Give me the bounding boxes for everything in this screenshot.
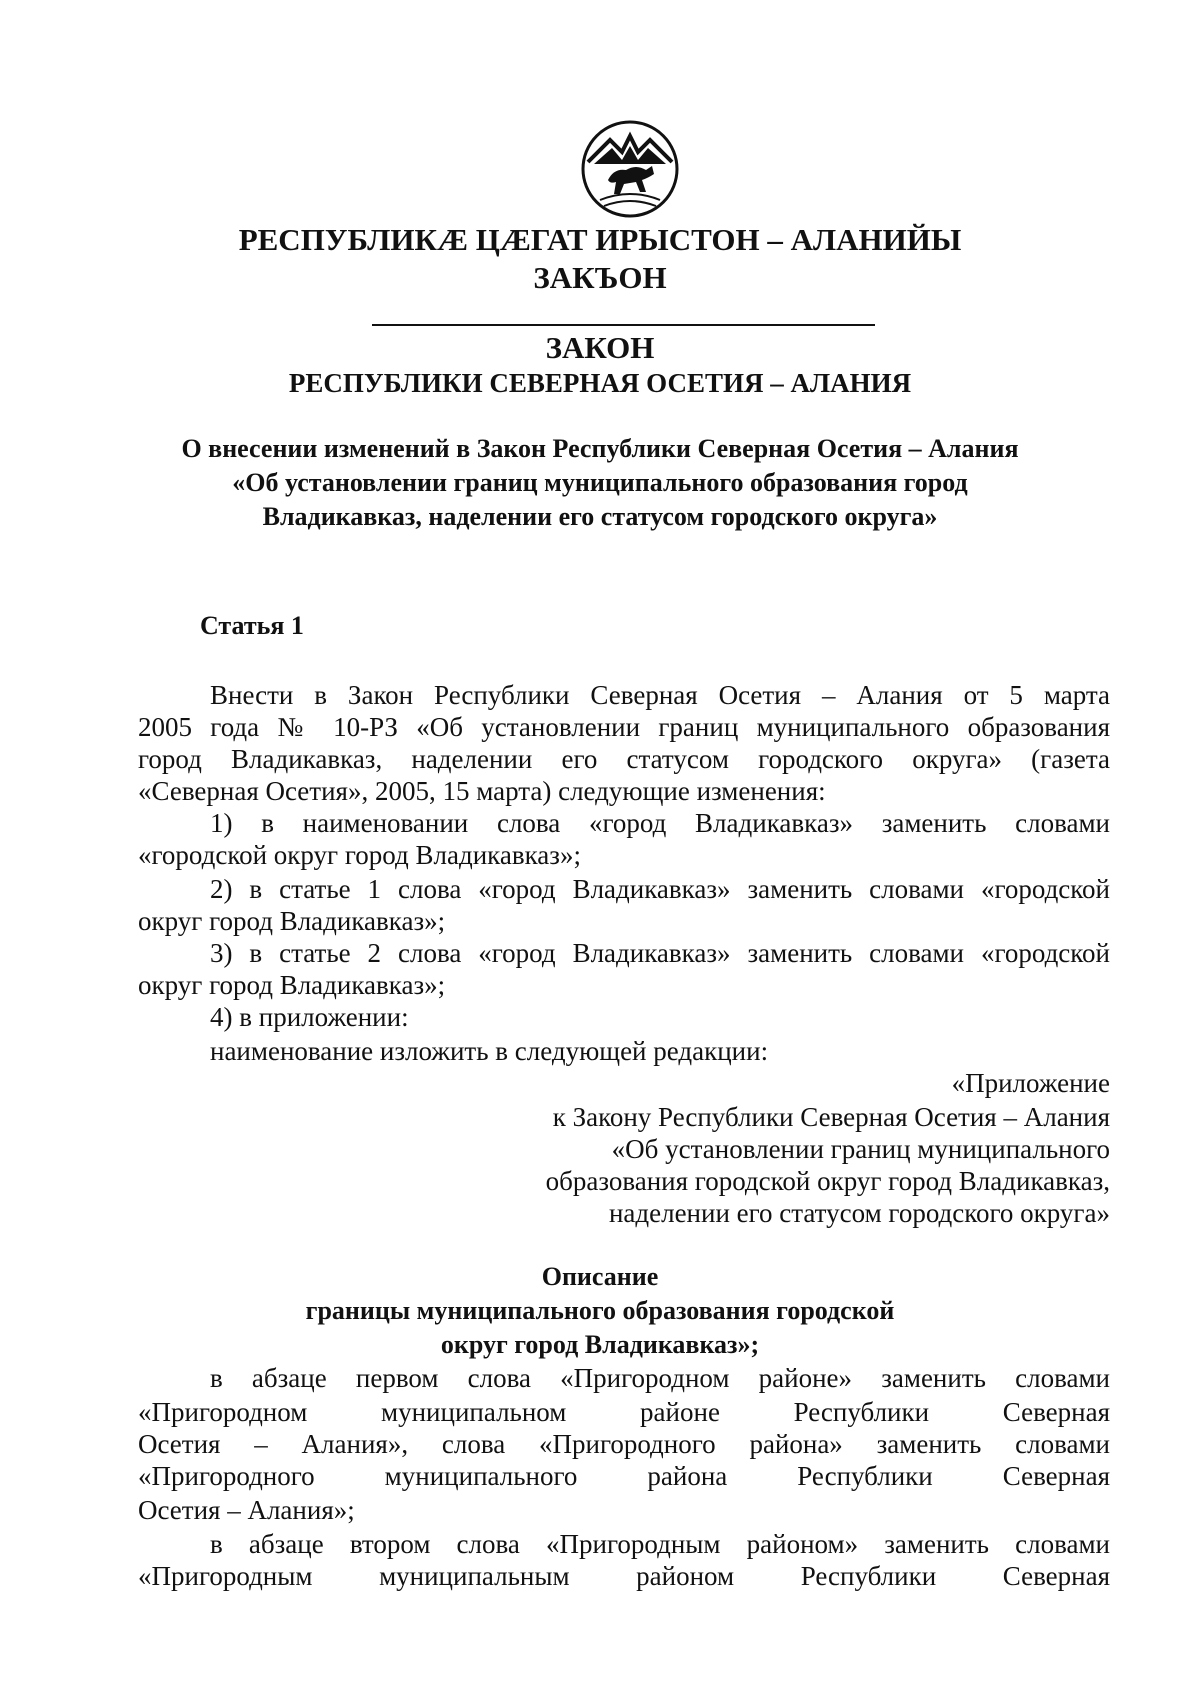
title-divider (372, 324, 875, 326)
paragraph-line: «Пригородном муниципальном районе Республики Северная (138, 1397, 1110, 1427)
description-heading-line1: Описание (541, 1262, 659, 1291)
appendix-line: «Об установлении границ муниципального (611, 1134, 1110, 1164)
body-line: 4) в приложении: (210, 1002, 409, 1032)
appendix-line: к Закону Республики Северная Осетия – Алания (552, 1102, 1110, 1132)
paragraph-line: «Пригородного муниципального района Республики Северная (138, 1461, 1110, 1491)
paragraph-line: в абзаце втором слова «Пригородным районом» заменить словами (210, 1529, 1110, 1559)
body-line: 2) в статье 1 слова «город Владикавказ» заменить словами «городской (210, 874, 1110, 904)
body-line: 1) в наименовании слова «город Владикавказ» заменить словами (210, 808, 1110, 838)
body-line: 2005 года № 10-РЗ «Об установлении границ муниципального образования (138, 712, 1110, 742)
description-heading-line3: округ город Владикавказ»; (440, 1330, 760, 1359)
appendix-line: «Приложение (951, 1068, 1110, 1098)
article-heading: Статья 1 (200, 611, 304, 640)
body-line: «городской округ город Владикавказ»; (138, 840, 581, 870)
ossetian-title-line1: РЕСПУБЛИКÆ ЦÆГАТ ИРЫСТОН – АЛАНИЙЫ (238, 222, 962, 257)
russian-title-line2: РЕСПУБЛИКИ СЕВЕРНАЯ ОСЕТИЯ – АЛАНИЯ (288, 368, 912, 398)
appendix-line: образования городской округ город Владикавказ, (545, 1166, 1110, 1196)
paragraph-line: в абзаце первом слова «Пригородном районе» заменить словами (210, 1363, 1110, 1393)
paragraph-line: Осетия – Алания»; (138, 1495, 355, 1525)
republic-emblem-icon (580, 118, 680, 220)
body-line: округ город Владикавказ»; (138, 970, 446, 1000)
body-line: наименование изложить в следующей редакции: (210, 1036, 769, 1066)
appendix-line: наделении его статусом городского округа» (608, 1198, 1110, 1228)
russian-title-line1: ЗАКОН (545, 330, 655, 365)
body-line: город Владикавказ, наделении его статусом городского округа» (газета (138, 744, 1110, 774)
law-title-line2: «Об установлении границ муниципального образования город (232, 468, 968, 497)
law-title-line1: О внесении изменений в Закон Республики Северная Осетия – Алания (181, 434, 1019, 463)
paragraph-line: Осетия – Алания», слова «Пригородного района» заменить словами (138, 1429, 1110, 1459)
body-line: 3) в статье 2 слова «город Владикавказ» заменить словами «городской (210, 938, 1110, 968)
law-title-line3: Владикавказ, наделении его статусом городского округа» (262, 502, 938, 531)
paragraph-line: «Пригородным муниципальным районом Республики Северная (138, 1561, 1110, 1591)
description-heading-line2: границы муниципального образования городской (305, 1296, 895, 1325)
body-line: округ город Владикавказ»; (138, 906, 446, 936)
body-line: «Северная Осетия», 2005, 15 марта) следующие изменения: (138, 776, 826, 806)
ossetian-title-line2: ЗАКЪОН (533, 260, 667, 295)
body-line: Внести в Закон Республики Северная Осетия – Алания от 5 марта (210, 680, 1110, 710)
